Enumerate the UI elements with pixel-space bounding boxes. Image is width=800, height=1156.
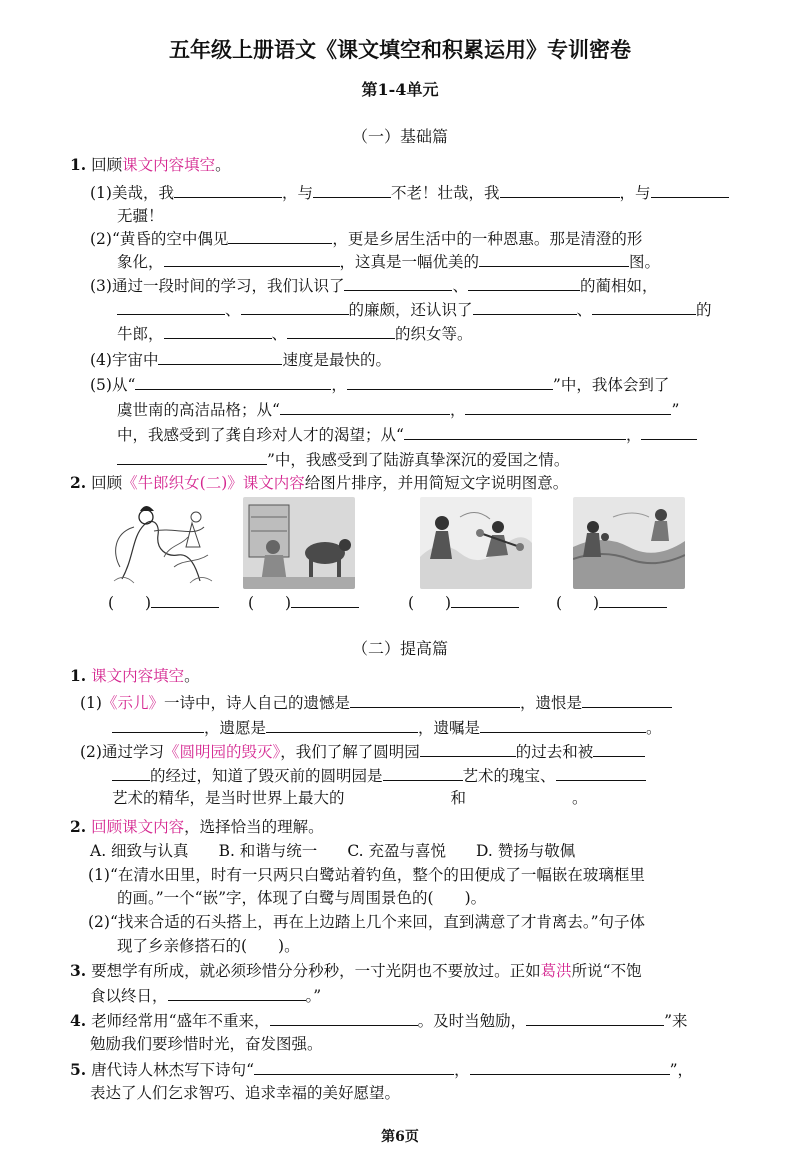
blank[interactable] <box>470 1058 670 1075</box>
blank[interactable] <box>383 764 463 781</box>
picture-milky-way-river <box>573 497 685 589</box>
s2-q1-item-2-cont: 的经过，知道了毁灭前的圆明园是 艺术的瑰宝、 <box>112 764 646 787</box>
s1-q1-prompt: 1. 回顾课文内容填空。 <box>70 155 231 174</box>
blank[interactable] <box>168 984 306 1001</box>
question-number: 3. <box>70 961 87 980</box>
s1-q1-item-5: (5)从“ ， ”中，我体会到了 <box>90 373 669 396</box>
option-a: A. 细致与认真 <box>90 842 189 860</box>
s1-q2-prompt: 2. 回顾《牛郎织女(二)》课文内容给图片排序，并用简短文字说明图意。 <box>70 473 569 492</box>
question-number: 5. <box>70 1060 87 1079</box>
blank[interactable] <box>556 764 646 781</box>
blank[interactable] <box>112 716 204 733</box>
blank[interactable] <box>270 1009 418 1026</box>
picture-answer-4: ( ) <box>556 591 667 614</box>
s2-q2-item-1: (1)“在清水田里，时有一只两只白鹭站着钓鱼，整个的田便成了一幅嵌在玻璃框里 <box>88 866 645 884</box>
s2-q2-item-2: (2)“找来合适的石头搭上，再在上边踏上几个来回，直到满意了才肯离去。”句子体 <box>88 913 646 931</box>
s2-q4: 4. 老师经常用“盛年不重来， 。及时当勉励， ”来 <box>70 1011 688 1030</box>
picture-loom-and-ox <box>243 497 355 589</box>
blank[interactable] <box>117 298 225 315</box>
s1-q1-item-3-cont: 、 的廉颇，还认识了 、 的 <box>117 298 712 321</box>
s2-q2-prompt: 2. 回顾课文内容，选择恰当的理解。 <box>70 817 324 836</box>
s1-q1-item-5-cont3: ”中，我感受到了陆游真挚深沉的爱国之情。 <box>117 448 569 471</box>
s1-q1-item-2: (2)“黄昏的空中偶见 ，更是乡居生活中的一种恩惠。那是清澄的形 <box>90 227 642 250</box>
s2-q1-item-1: (1)《示儿》一诗中，诗人自己的遗憾是 ，遗恨是 <box>80 691 672 714</box>
s2-q5-cont: 表达了人们乞求智巧、追求幸福的美好愿望。 <box>90 1084 401 1102</box>
s1-q1-item-3-cont2: 牛郎， 、 的织女等。 <box>117 322 473 345</box>
blank[interactable] <box>313 181 391 198</box>
blank[interactable] <box>641 423 697 440</box>
unit-subtitle: 第1-4单元 <box>361 80 439 99</box>
s2-q1-item-1-cont: ，遗愿是 ，遗嘱是 。 <box>112 716 662 739</box>
blank[interactable] <box>500 181 620 198</box>
question-number: 2. <box>70 473 87 492</box>
blank[interactable] <box>479 250 629 267</box>
blank[interactable] <box>480 716 646 733</box>
s2-q1-item-2: (2)通过学习《圆明园的毁灭》，我们了解了圆明园 的过去和被 <box>80 740 645 763</box>
s2-q1-item-2-cont2: 艺术的精华，是当时世界上最大的 和 。 <box>112 789 588 807</box>
blank[interactable] <box>164 322 272 339</box>
question-number: 1. <box>70 155 87 174</box>
blank[interactable] <box>280 398 450 415</box>
blank[interactable] <box>164 250 340 267</box>
s2-q2-item-2-cont: 现了乡亲修搭石的( )。 <box>117 937 300 955</box>
blank[interactable] <box>473 298 577 315</box>
option-b: B. 和谐与统一 <box>218 842 318 860</box>
picture-weaver-girl-flying <box>104 497 216 589</box>
s2-q1-prompt: 1. 课文内容填空。 <box>70 666 200 685</box>
question-number: 4. <box>70 1011 87 1030</box>
s1-q1-item-4: (4)宇宙中 速度是最快的。 <box>90 348 391 371</box>
s1-q1-item-1-cont: 无疆！ <box>117 207 164 225</box>
option-d: D. 赞扬与敬佩 <box>475 842 576 860</box>
page-title: 五年级上册语文《课文填空和积累运用》专训密卷 <box>169 37 631 62</box>
blank[interactable] <box>582 691 672 708</box>
blank[interactable] <box>135 373 331 390</box>
blank[interactable] <box>228 227 332 244</box>
blank[interactable] <box>526 1009 664 1026</box>
blank[interactable] <box>254 1058 454 1075</box>
blank[interactable] <box>344 274 452 291</box>
s1-q1-item-1: (1)美哉，我 ，与 不老！壮哉，我 ，与 <box>90 181 729 204</box>
section-basic-heading: （一）基础篇 <box>351 127 448 146</box>
blank[interactable] <box>266 716 418 733</box>
picture-answer-3: ( ) <box>408 591 519 614</box>
blank[interactable] <box>593 740 645 757</box>
blank[interactable] <box>112 764 150 781</box>
option-c: C. 充盈与喜悦 <box>347 842 446 860</box>
blank[interactable] <box>347 373 553 390</box>
pink-keyword: 《牛郎织女(二)》课文内容 <box>122 474 305 492</box>
s2-q5: 5. 唐代诗人林杰写下诗句“ ， ”， <box>70 1060 694 1079</box>
picture-answer-1: ( ) <box>108 591 219 614</box>
picture-chase-across-sky <box>420 497 532 589</box>
blank[interactable] <box>451 591 519 608</box>
blank[interactable] <box>465 398 671 415</box>
blank[interactable] <box>404 423 626 440</box>
blank[interactable] <box>651 181 729 198</box>
section-advanced-heading: （二）提高篇 <box>351 639 448 658</box>
pink-keyword: 课文内容填空 <box>91 667 185 685</box>
pink-keyword: 回顾课文内容 <box>91 818 185 836</box>
pink-keyword: 课文内容填空 <box>122 156 216 174</box>
s2-q2-options <box>90 840 575 862</box>
blank[interactable] <box>350 691 520 708</box>
question-number: 1. <box>70 666 87 685</box>
picture-answer-2: ( ) <box>248 591 359 614</box>
blank[interactable] <box>468 274 580 291</box>
blank[interactable] <box>291 591 359 608</box>
question-number: 2. <box>70 817 87 836</box>
s2-q4-cont: 勉励我们要珍惜时光，奋发图强。 <box>90 1035 323 1053</box>
blank[interactable] <box>117 448 267 465</box>
blank[interactable] <box>592 298 696 315</box>
s2-q2-item-1-cont: 的画。”一个“嵌”字，体现了白鹭与周围景色的( )。 <box>117 889 487 907</box>
blank[interactable] <box>287 322 395 339</box>
blank[interactable] <box>241 298 349 315</box>
blank[interactable] <box>174 181 282 198</box>
page-number: 第6页 <box>381 1129 419 1145</box>
s1-q1-item-2-cont: 象化， ，这真是一幅优美的 图。 <box>117 250 660 273</box>
s1-q1-item-5-cont2: 中，我感受到了龚自珍对人才的渴望；从“ ， <box>117 423 697 446</box>
s1-q1-item-5-cont: 虞世南的高洁品格；从“ ， ” <box>117 398 679 421</box>
pink-keyword: 葛洪 <box>540 962 572 980</box>
blank[interactable] <box>420 740 516 757</box>
blank[interactable] <box>151 591 219 608</box>
s2-q3: 3. 要想学有所成，就必须珍惜分分秒秒，一寸光阴也不要放过。正如葛洪所说“不饱 <box>70 961 642 980</box>
blank[interactable] <box>158 348 282 365</box>
blank[interactable] <box>599 591 667 608</box>
s2-q3-cont: 食以终日， 。” <box>90 984 321 1007</box>
s1-q1-item-3: (3)通过一段时间的学习，我们认识了 、 的蔺相如， <box>90 274 658 297</box>
